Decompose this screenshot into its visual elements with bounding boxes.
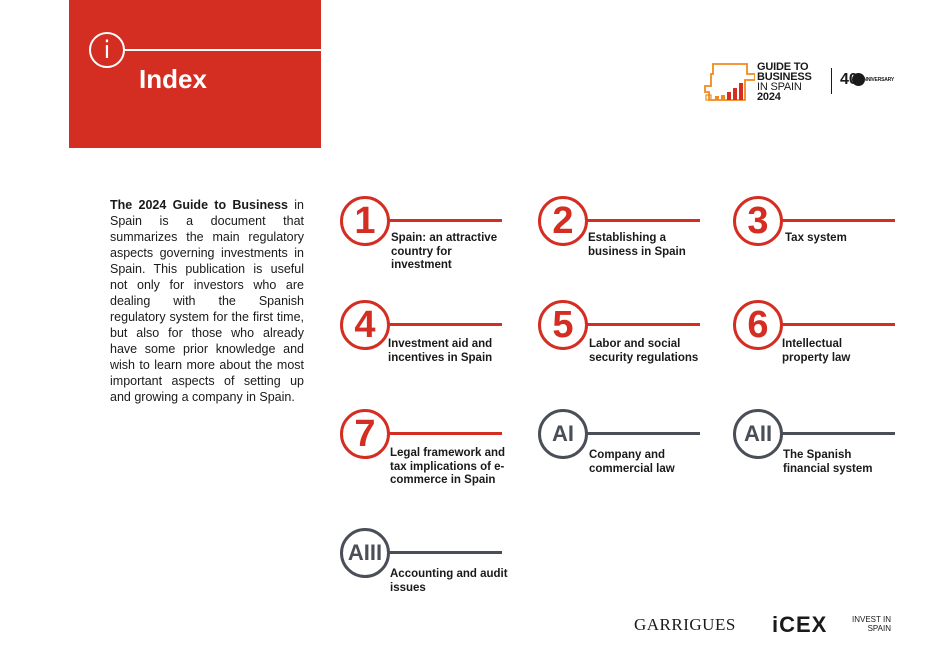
- annex-number-circle: AI: [538, 409, 588, 459]
- annex-number-circle: AIII: [340, 528, 390, 578]
- guide-logo-text: [757, 62, 812, 102]
- index-entry-1[interactable]: [340, 196, 510, 296]
- entry-rule: [388, 551, 502, 554]
- info-icon: i: [89, 32, 125, 68]
- index-entry-2[interactable]: [538, 196, 708, 296]
- entry-rule: [388, 323, 502, 326]
- garrigues-logo: GARRIGUES: [634, 615, 736, 634]
- index-entry-4[interactable]: [340, 300, 510, 400]
- chapter-number-circle: 7: [340, 409, 390, 459]
- entry-title: Intellectual property law: [782, 338, 851, 364]
- invest-in-line1: INVEST IN: [852, 615, 891, 624]
- entry-rule: [781, 219, 895, 222]
- invest-in-spain-logo: [852, 615, 891, 633]
- page-title: Index: [139, 64, 207, 94]
- annex-number-circle: AII: [733, 409, 783, 459]
- chapter-number-circle: 6: [733, 300, 783, 350]
- entry-title: Legal framework and tax implications of e-commerce in Spain: [390, 447, 506, 486]
- entry-title: Company and commercial law: [589, 449, 675, 475]
- entry-title: Labor and social security regulations: [589, 338, 699, 364]
- icex-logo: iCEX: [772, 612, 828, 637]
- entry-rule: [388, 219, 502, 222]
- entry-rule: [586, 219, 700, 222]
- entry-rule: [586, 323, 700, 326]
- invest-in-line2: SPAIN: [867, 624, 891, 633]
- chapter-number-circle: 3: [733, 196, 783, 246]
- chapter-number-circle: 4: [340, 300, 390, 350]
- index-entry-3[interactable]: [733, 196, 903, 296]
- intro-bold: The 2024 Guide to Business: [110, 198, 288, 212]
- intro-paragraph: [110, 197, 304, 405]
- entry-title: Tax system: [785, 232, 847, 244]
- entry-title: Establishing a business in Spain: [588, 232, 686, 258]
- entry-title: Investment aid and incentives in Spain: [388, 338, 493, 364]
- header-divider: [125, 49, 321, 51]
- logo-divider: [831, 68, 832, 94]
- entry-rule: [781, 432, 895, 435]
- index-entry-ai[interactable]: [538, 409, 708, 509]
- entry-rule: [586, 432, 700, 435]
- footer-logos: [634, 612, 894, 640]
- guide-logo-year: 2024: [757, 91, 781, 103]
- guide-logo-line1: GUIDE TO: [757, 61, 809, 73]
- anniversary-word: ANNIVERSARY: [860, 77, 895, 83]
- chapter-number-circle: 5: [538, 300, 588, 350]
- entry-title: Accounting and audit issues: [390, 568, 508, 594]
- index-entry-aii[interactable]: [733, 409, 903, 509]
- guide-logo-line2: BUSINESS: [757, 71, 812, 83]
- guide-logo-line3: IN SPAIN: [757, 81, 802, 93]
- chapter-number-circle: 1: [340, 196, 390, 246]
- entry-rule: [388, 432, 502, 435]
- anniversary-number: 40: [840, 71, 858, 88]
- entry-rule: [781, 323, 895, 326]
- index-entry-6[interactable]: [733, 300, 903, 400]
- guide-to-business-logo: [703, 62, 893, 106]
- index-entry-7[interactable]: [340, 409, 510, 509]
- entry-title: The Spanish financial system: [783, 449, 873, 475]
- spain-map-icon: [703, 62, 755, 102]
- index-entry-5[interactable]: [538, 300, 708, 400]
- intro-text: in Spain is a document that summarizes the main regulatory aspects governing investments in Spain. This publication is useful not only for investors who are dealing with the Spanish regulatory system for the first time, but also for those who already have some prior knowledge and wish to learn more about the most important aspects of setting up and growing a company in Spain.: [110, 198, 304, 404]
- index-header: [69, 0, 321, 148]
- index-entry-aiii[interactable]: [340, 528, 510, 628]
- chapter-number-circle: 2: [538, 196, 588, 246]
- entry-title: Spain: an attractive country for investment: [391, 232, 498, 271]
